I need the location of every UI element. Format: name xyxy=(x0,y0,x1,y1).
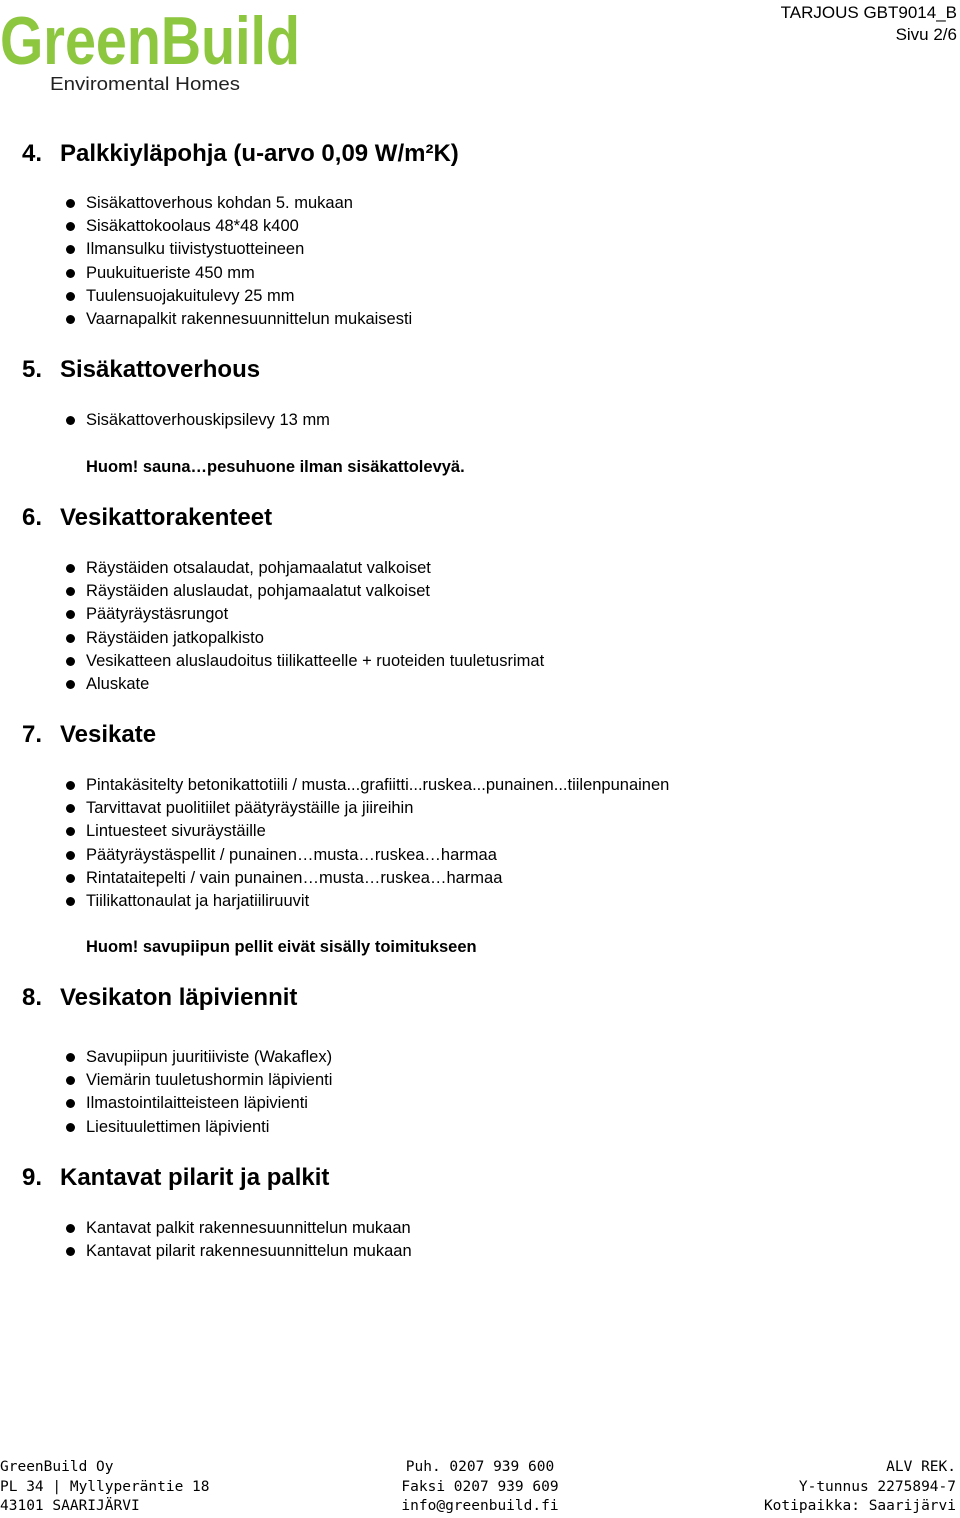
section-heading xyxy=(22,355,260,385)
footer-company: GreenBuild Oy xyxy=(0,1459,114,1475)
bullet-list xyxy=(66,409,330,432)
page-number: Sivu 2/6 xyxy=(895,25,957,44)
bullet-list xyxy=(66,192,412,331)
footer-vat: ALV REK. xyxy=(886,1459,956,1475)
list-item: Sisäkattoverhouskipsilevy 13 mm xyxy=(66,409,330,432)
bullet-list xyxy=(66,557,544,696)
section-heading xyxy=(22,983,297,1013)
list-item: Lintuesteet sivuräystäille xyxy=(66,820,669,843)
list-item: Ilmansulku tiivistystuotteineen xyxy=(66,238,412,261)
list-item: Räystäiden jatkopalkisto xyxy=(66,627,544,650)
bullet-list xyxy=(66,1046,332,1139)
footer-domicile: Kotipaikka: Saarijärvi xyxy=(763,1498,956,1514)
section-title: Kantavat pilarit ja palkit xyxy=(60,1164,330,1191)
logo-tagline: Enviromental Homes xyxy=(50,74,240,94)
footer-address-line1: PL 34 | Myllyperäntie 18 xyxy=(0,1478,210,1495)
logo-wordmark: GreenBuild xyxy=(0,3,300,79)
list-item: Viemärin tuuletushormin läpivienti xyxy=(66,1069,332,1092)
section-title: Vesikate xyxy=(60,721,157,748)
list-item: Puukuitueriste 450 mm xyxy=(66,262,412,285)
footer-phone: Puh. 0207 939 600 xyxy=(405,1459,555,1475)
list-item: Aluskate xyxy=(66,673,544,696)
section-title: Vesikaton läpiviennit xyxy=(60,984,298,1011)
list-item: Sisäkattokoolaus 48*48 k400 xyxy=(66,215,412,238)
note-text: Huom! sauna…pesuhuone ilman sisäkattolevyä. xyxy=(86,458,465,476)
section-title: Vesikattorakenteet xyxy=(60,504,273,531)
section-number: 4. xyxy=(22,140,43,167)
list-item: Pintakäsitelty betonikattotiili / musta...grafiitti...ruskea...punainen...tiilenpunainen xyxy=(66,774,669,797)
section-heading xyxy=(22,1163,329,1193)
list-item: Tarvittavat puolitiilet päätyräystäille ja jiireihin xyxy=(66,797,669,820)
list-item: Ilmastointilaitteisteen läpivienti xyxy=(66,1092,332,1115)
section-title: Sisäkattoverhous xyxy=(60,356,261,383)
section-title: Palkkiyläpohja (u-arvo 0,09 W/m²K) xyxy=(60,140,459,167)
list-item: Vaarnapalkit rakennesuunnittelun mukaisesti xyxy=(66,308,412,331)
list-item: Sisäkattoverhous kohdan 5. mukaan xyxy=(66,192,412,215)
page-footer xyxy=(0,1458,960,1518)
list-item: Päätyräystäspellit / punainen…musta…ruskea…harmaa xyxy=(66,844,669,867)
list-item: Rintataitepelti / vain punainen…musta…ruskea…harmaa xyxy=(66,867,669,890)
section-heading xyxy=(22,720,156,750)
footer-business-id: Y-tunnus 2275894-7 xyxy=(798,1478,956,1495)
section-heading xyxy=(22,503,272,533)
footer-address-line2: 43101 SAARIJÄRVI xyxy=(0,1498,140,1514)
list-item: Tiilikattonaulat ja harjatiiliruuvit xyxy=(66,890,669,913)
section-number: 8. xyxy=(22,984,43,1011)
list-item: Tuulensuojakuitulevy 25 mm xyxy=(66,285,412,308)
section-number: 7. xyxy=(22,721,43,748)
bullet-list xyxy=(66,1217,412,1263)
list-item: Päätyräystäsrungot xyxy=(66,603,544,626)
list-item: Vesikatteen aluslaudoitus tiilikatteelle + ruoteiden tuuletusrimat xyxy=(66,650,544,673)
list-item: Räystäiden otsalaudat, pohjamaalatut valkoiset xyxy=(66,557,544,580)
note-text: Huom! savupiipun pellit eivät sisälly toimitukseen xyxy=(86,938,477,956)
company-logo xyxy=(0,0,305,98)
document-meta xyxy=(781,2,957,46)
list-item: Kantavat pilarit rakennesuunnittelun mukaan xyxy=(66,1240,412,1263)
footer-fax: Faksi 0207 939 609 xyxy=(401,1478,559,1495)
section-number: 9. xyxy=(22,1164,43,1191)
footer-legal-column xyxy=(764,1458,956,1517)
bullet-list xyxy=(66,774,669,913)
list-item: Liesituulettimen läpivienti xyxy=(66,1116,332,1139)
list-item: Savupiipun juuritiiviste (Wakaflex) xyxy=(66,1046,332,1069)
offer-id: TARJOUS GBT9014_B xyxy=(780,3,957,22)
section-heading xyxy=(22,139,459,169)
list-item: Kantavat palkit rakennesuunnittelun mukaan xyxy=(66,1217,412,1240)
section-number: 5. xyxy=(22,356,43,383)
footer-email[interactable]: info@greenbuild.fi xyxy=(401,1498,559,1514)
section-number: 6. xyxy=(22,504,43,531)
list-item: Räystäiden aluslaudat, pohjamaalatut valkoiset xyxy=(66,580,544,603)
